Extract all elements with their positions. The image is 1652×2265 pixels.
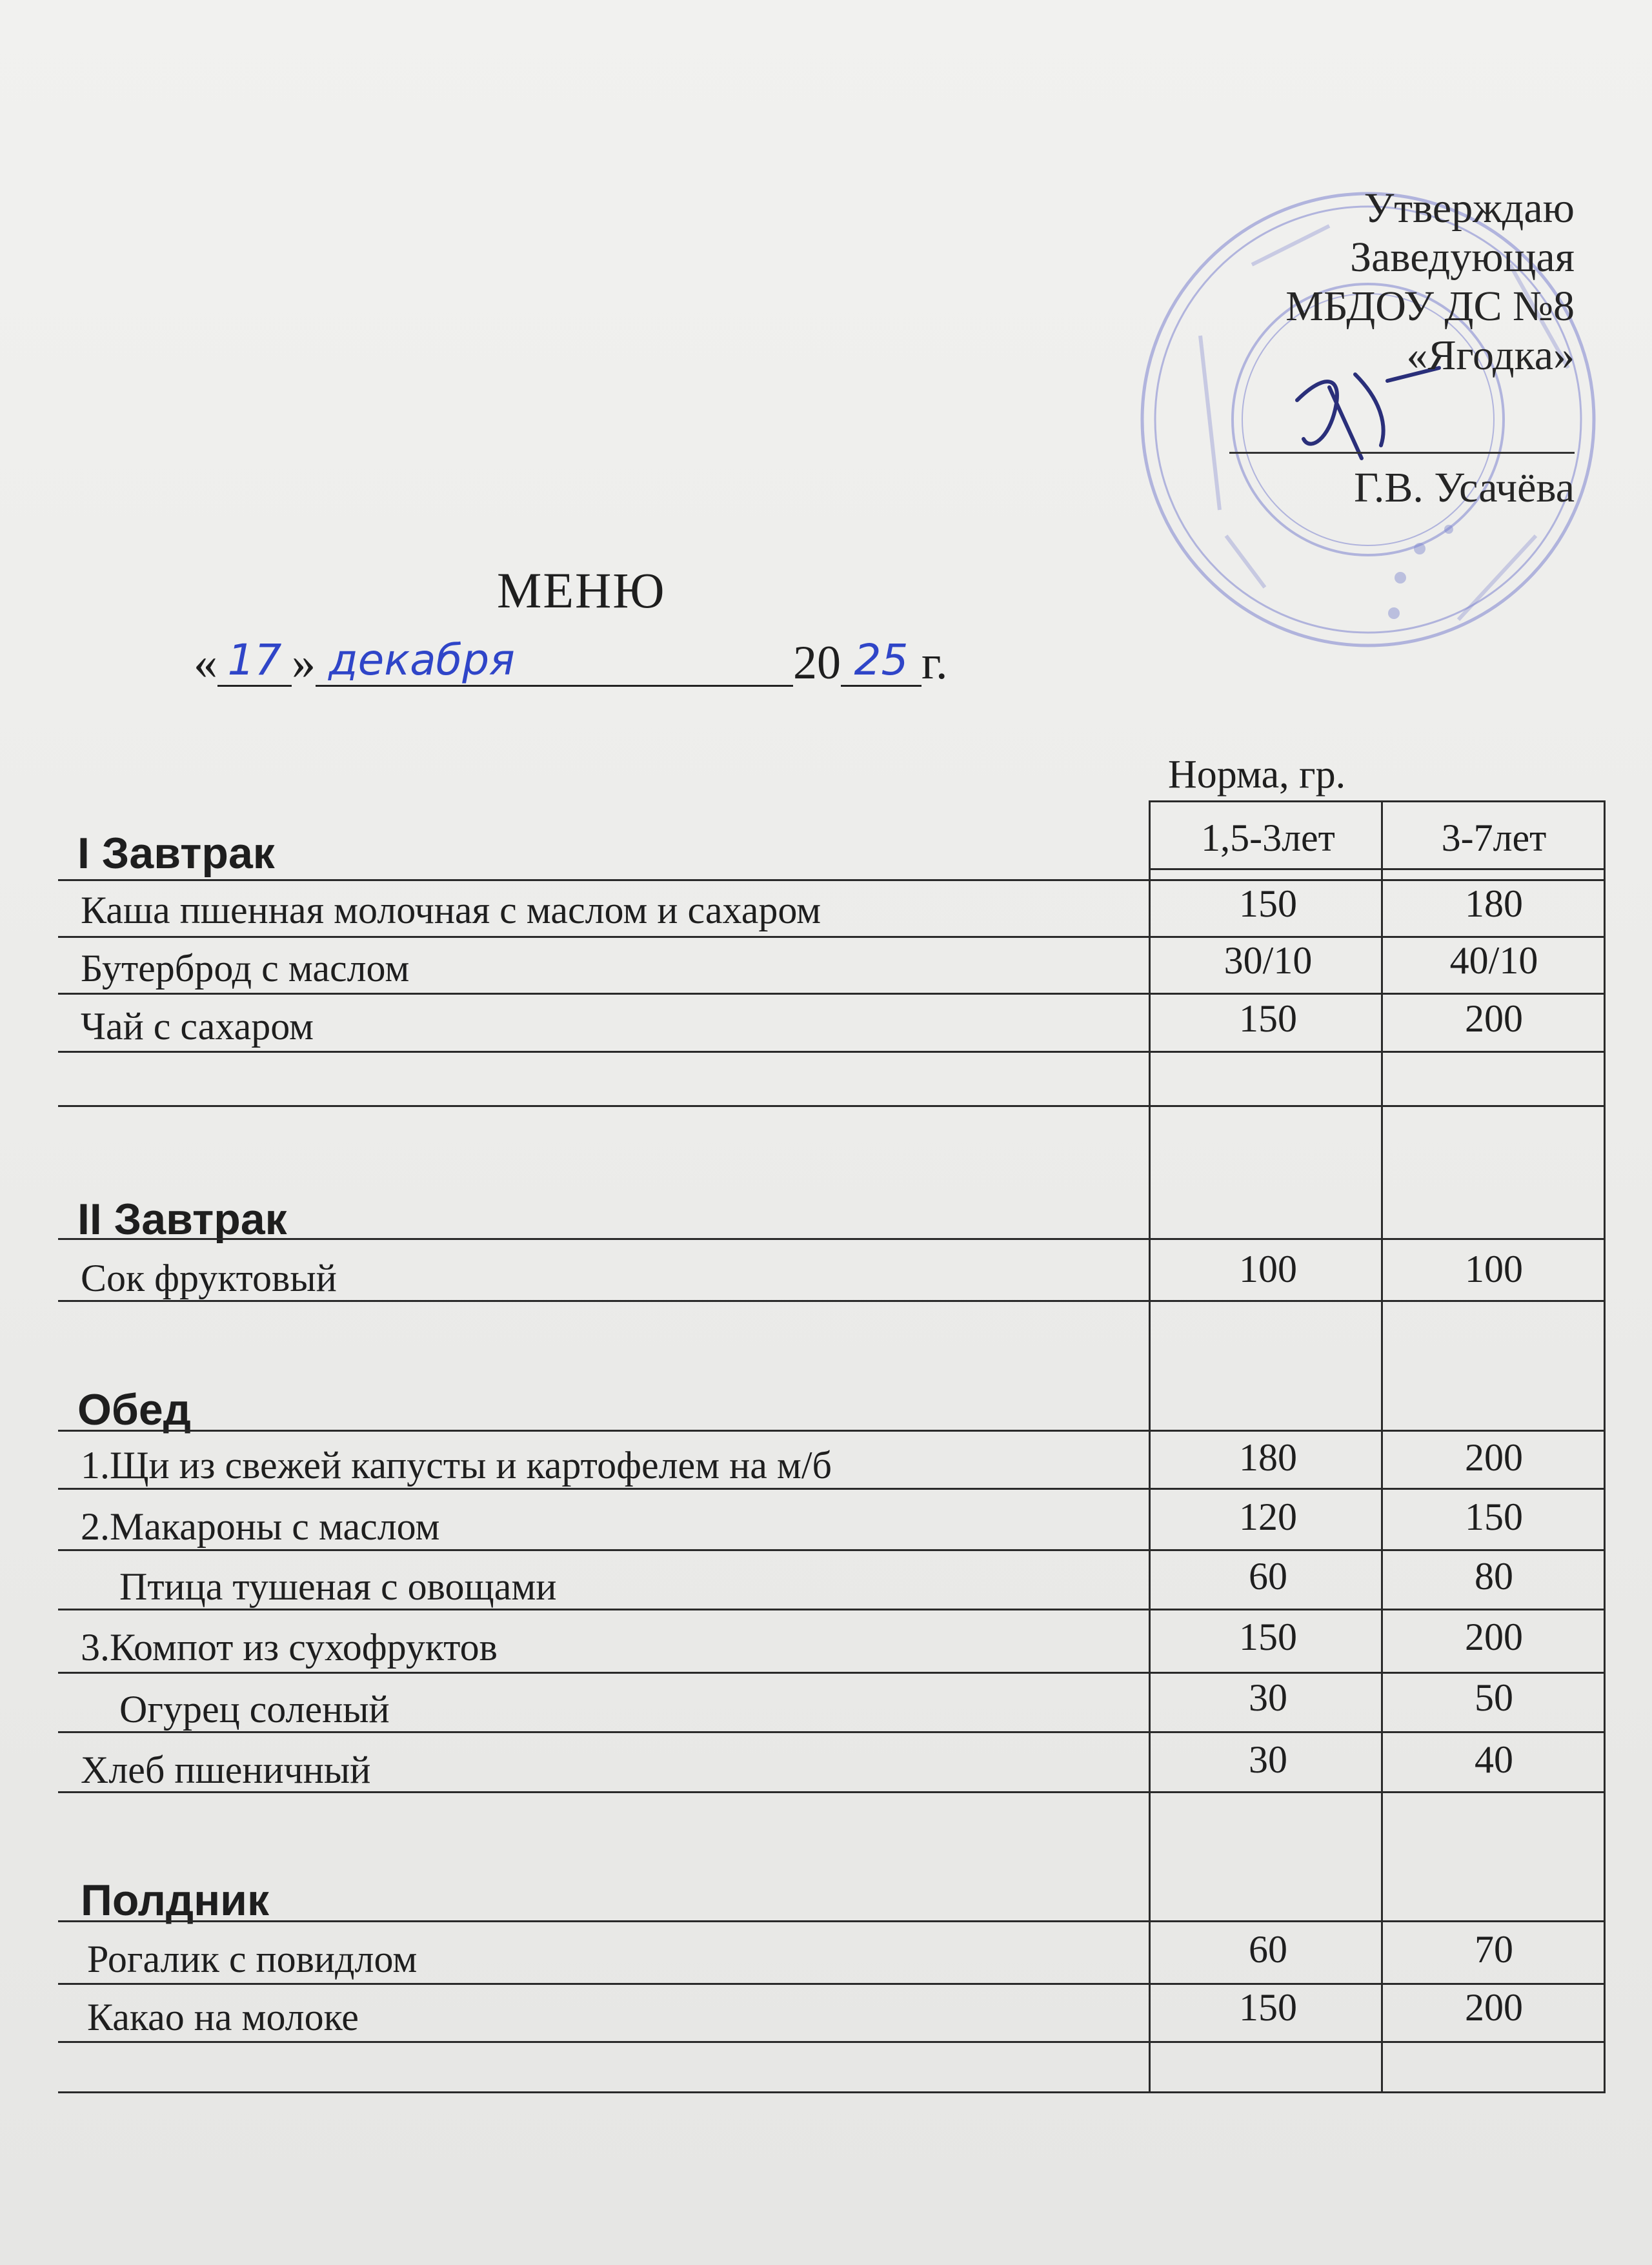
date-close-quote: » <box>292 636 316 689</box>
menu-item-norm-large: 80 <box>1475 1555 1513 1598</box>
menu-item-norm-small: 30 <box>1249 1738 1287 1781</box>
menu-item-norm-small: 120 <box>1239 1496 1297 1538</box>
date-year-suffix: 25 <box>841 635 922 687</box>
date-open-quote: « <box>194 636 217 689</box>
table-row-line <box>58 1791 1606 1793</box>
table-row-line <box>58 1983 1606 1985</box>
section-title: Обед <box>77 1385 191 1434</box>
menu-item-norm-large: 200 <box>1465 1436 1523 1479</box>
menu-item-norm-small: 150 <box>1239 882 1297 925</box>
menu-item-norm-large: 180 <box>1465 882 1523 925</box>
menu-item-norm-large: 100 <box>1465 1248 1523 1290</box>
table-row-line <box>1149 800 1606 802</box>
approval-block <box>1285 184 1575 380</box>
approval-line: «Ягодка» <box>1406 332 1575 379</box>
menu-item-name: Хлеб пшеничный <box>81 1749 371 1791</box>
menu-item-name: Рогалик с повидлом <box>87 1938 418 1980</box>
date-month: декабря <box>316 635 793 687</box>
menu-item-name: Птица тушеная с овощами <box>119 1565 557 1608</box>
table-row-line <box>58 936 1606 938</box>
date-year-prefix: 20 <box>793 636 841 689</box>
menu-item-norm-small: 150 <box>1239 1986 1297 2029</box>
menu-item-norm-small: 150 <box>1239 997 1297 1040</box>
menu-item-name: Какао на молоке <box>87 1996 359 2038</box>
menu-item-norm-large: 150 <box>1465 1496 1523 1538</box>
menu-item-norm-large: 40 <box>1475 1738 1513 1781</box>
menu-item-norm-large: 70 <box>1475 1928 1513 1971</box>
menu-item-name: Сок фруктовый <box>81 1257 337 1299</box>
norm-label: Норма, гр. <box>1168 753 1346 797</box>
menu-item-norm-large: 200 <box>1465 1986 1523 2029</box>
table-row-line <box>58 1549 1606 1551</box>
menu-item-norm-small: 60 <box>1249 1555 1287 1598</box>
table-row-line <box>58 1672 1606 1674</box>
table-row-line <box>58 1238 1606 1240</box>
table-row-line <box>1149 868 1606 870</box>
table-row-line <box>58 993 1606 995</box>
column-header-age-3-7: 3-7лет <box>1441 817 1547 859</box>
menu-item-name: Огурец соленый <box>119 1688 390 1731</box>
section-title: II Завтрак <box>77 1195 287 1244</box>
date-row <box>194 636 948 691</box>
table-row-line <box>58 2091 1606 2093</box>
menu-item-norm-large: 50 <box>1475 1676 1513 1719</box>
menu-item-norm-large: 40/10 <box>1449 939 1538 982</box>
menu-item-norm-small: 150 <box>1239 1616 1297 1658</box>
page-title: МЕНЮ <box>497 562 666 618</box>
date-day: 17 <box>217 635 292 687</box>
approval-line: Утверждаю <box>1364 185 1575 232</box>
column-header-age-1-5-3: 1,5-3лет <box>1201 817 1335 859</box>
menu-item-name: Каша пшенная молочная с маслом и сахаром <box>81 889 821 931</box>
menu-item-norm-large: 200 <box>1465 1616 1523 1658</box>
table-row-line <box>58 2041 1606 2043</box>
signature-line <box>1229 452 1575 454</box>
menu-item-norm-small: 180 <box>1239 1436 1297 1479</box>
table-row-line <box>58 1430 1606 1432</box>
menu-item-name: 3.Компот из сухофруктов <box>81 1626 498 1669</box>
section-title: I Завтрак <box>77 829 275 878</box>
table-row-line <box>58 1051 1606 1053</box>
table-row-line <box>58 1609 1606 1610</box>
approval-line: МБДОУ ДС №8 <box>1285 283 1575 330</box>
table-row-line <box>58 1300 1606 1302</box>
menu-item-norm-small: 30/10 <box>1224 939 1313 982</box>
menu-item-name: Бутерброд с маслом <box>81 947 410 990</box>
section-title: Полдник <box>81 1876 269 1925</box>
menu-item-name: Чай с сахаром <box>81 1005 314 1048</box>
menu-item-name: 2.Макароны с маслом <box>81 1505 440 1548</box>
menu-item-norm-small: 30 <box>1249 1676 1287 1719</box>
menu-item-norm-small: 100 <box>1239 1248 1297 1290</box>
table-row-line <box>58 1105 1606 1107</box>
approval-line: Заведующая <box>1350 234 1575 281</box>
table-row-line <box>58 879 1606 881</box>
table-row-line <box>58 1920 1606 1922</box>
menu-item-norm-large: 200 <box>1465 997 1523 1040</box>
menu-item-name: 1.Щи из свежей капусты и картофелем на м/б <box>81 1444 832 1487</box>
date-suffix: г. <box>922 636 948 689</box>
approver-name: Г.В. Усачёва <box>1354 464 1575 511</box>
table-row-line <box>58 1731 1606 1733</box>
table-row-line <box>58 1488 1606 1490</box>
menu-item-norm-small: 60 <box>1249 1928 1287 1971</box>
